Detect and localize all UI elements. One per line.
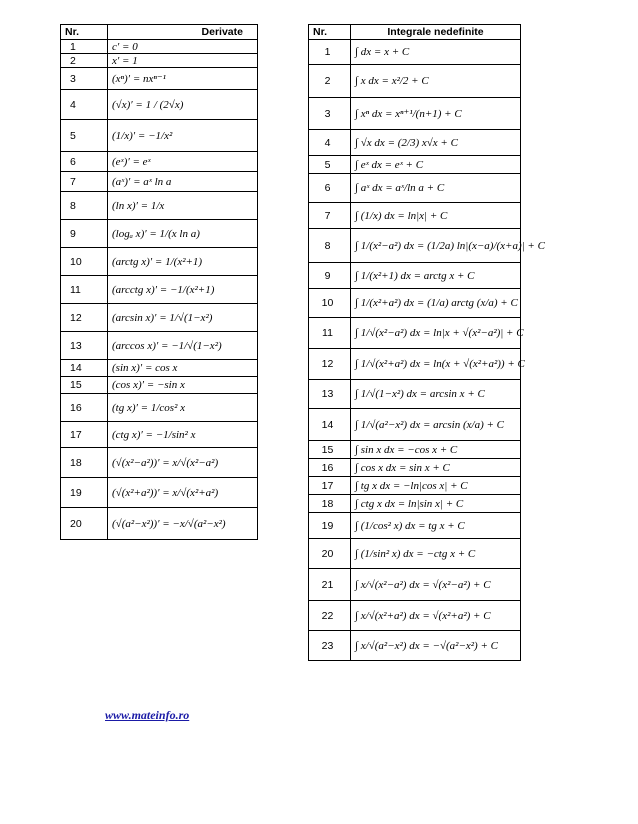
integral-formula: ∫ (1/x) dx = ln|x| + C xyxy=(351,203,521,229)
derivatives-row xyxy=(61,332,258,360)
integral-formula: ∫ 1/(x²+1) dx = arctg x + C xyxy=(351,263,521,289)
row-number: 8 xyxy=(309,229,351,263)
derivative-formula: x′ = 1 xyxy=(108,54,258,68)
derivatives-row xyxy=(61,508,258,540)
derivative-formula: (arctg x)′ = 1/(x²+1) xyxy=(108,248,258,276)
header-integrals-title: Integrale nedefinite xyxy=(351,25,521,40)
derivatives-row xyxy=(61,68,258,90)
derivatives-row xyxy=(61,377,258,394)
header-nr: Nr. xyxy=(309,25,351,40)
row-number: 15 xyxy=(61,377,108,394)
derivatives-row xyxy=(61,478,258,508)
derivative-formula: (xⁿ)′ = nxⁿ⁻¹ xyxy=(108,68,258,90)
row-number: 16 xyxy=(309,459,351,477)
row-number: 17 xyxy=(61,422,108,448)
integral-formula: ∫ tg x dx = −ln|cos x| + C xyxy=(351,477,521,495)
row-number: 10 xyxy=(61,248,108,276)
derivative-formula: c′ = 0 xyxy=(108,40,258,54)
derivatives-row xyxy=(61,40,258,54)
row-number: 11 xyxy=(309,318,351,349)
integral-formula: ∫ xⁿ dx = xⁿ⁺¹/(n+1) + C xyxy=(351,98,521,130)
row-number: 11 xyxy=(61,276,108,304)
row-number: 4 xyxy=(309,130,351,156)
row-number: 9 xyxy=(309,263,351,289)
row-number: 19 xyxy=(61,478,108,508)
row-number: 10 xyxy=(309,289,351,318)
row-number: 7 xyxy=(309,203,351,229)
integrals-row xyxy=(309,65,521,98)
integral-formula: ∫ 1/√(x²+a²) dx = ln(x + √(x²+a²)) + C xyxy=(351,349,521,380)
integrals-row xyxy=(309,569,521,601)
derivative-formula: (arccos x)′ = −1/√(1−x²) xyxy=(108,332,258,360)
integral-formula: ∫ eˣ dx = eˣ + C xyxy=(351,156,521,174)
integrals-row xyxy=(309,40,521,65)
derivatives-row xyxy=(61,172,258,192)
integral-formula: ∫ 1/√(x²−a²) dx = ln|x + √(x²−a²)| + C xyxy=(351,318,521,349)
integrals-row xyxy=(309,229,521,263)
integral-formula: ∫ 1/√(a²−x²) dx = arcsin (x/a) + C xyxy=(351,409,521,441)
derivative-formula: (sin x)′ = cos x xyxy=(108,360,258,377)
website-link[interactable]: www.mateinfo.ro xyxy=(105,708,190,722)
integrals-table xyxy=(308,24,545,661)
derivatives-row xyxy=(61,394,258,422)
row-number: 1 xyxy=(309,40,351,65)
row-number: 3 xyxy=(61,68,108,90)
row-number: 6 xyxy=(61,152,108,172)
row-number: 21 xyxy=(309,569,351,601)
row-number: 8 xyxy=(61,192,108,220)
integrals-row xyxy=(309,203,521,229)
row-number: 12 xyxy=(61,304,108,332)
integrals-row xyxy=(309,289,521,318)
derivatives-row xyxy=(61,422,258,448)
integral-formula: ∫ x/√(a²−x²) dx = −√(a²−x²) + C xyxy=(351,631,521,661)
derivative-formula: (aˣ)′ = aˣ ln a xyxy=(108,172,258,192)
derivatives-row xyxy=(61,304,258,332)
derivative-formula: (√x)′ = 1 / (2√x) xyxy=(108,90,258,120)
row-number: 1 xyxy=(61,40,108,54)
integrals-row xyxy=(309,601,521,631)
derivatives-row xyxy=(61,276,258,304)
derivatives-body xyxy=(61,40,258,540)
header-derivatives-title: Derivate xyxy=(108,25,258,40)
derivative-formula: (arcctg x)′ = −1/(x²+1) xyxy=(108,276,258,304)
row-number: 20 xyxy=(61,508,108,540)
row-number: 9 xyxy=(61,220,108,248)
row-number: 17 xyxy=(309,477,351,495)
derivative-formula: (ctg x)′ = −1/sin² x xyxy=(108,422,258,448)
integrals-row xyxy=(309,380,521,409)
derivative-formula: (eˣ)′ = eˣ xyxy=(108,152,258,172)
integral-formula: ∫ x dx = x²/2 + C xyxy=(351,65,521,98)
integrals-row xyxy=(309,318,521,349)
row-number: 2 xyxy=(61,54,108,68)
derivatives-row xyxy=(61,120,258,152)
row-number: 4 xyxy=(61,90,108,120)
integrals-row xyxy=(309,539,521,569)
integral-formula: ∫ x/√(x²−a²) dx = √(x²−a²) + C xyxy=(351,569,521,601)
integrals-row xyxy=(309,263,521,289)
row-number: 18 xyxy=(309,495,351,513)
derivative-formula: (1/x)′ = −1/x² xyxy=(108,120,258,152)
integral-formula: ∫ cos x dx = sin x + C xyxy=(351,459,521,477)
integral-formula: ∫ x/√(x²+a²) dx = √(x²+a²) + C xyxy=(351,601,521,631)
derivatives-row xyxy=(61,192,258,220)
derivatives-row xyxy=(61,448,258,478)
derivative-formula: (√(x²+a²))′ = x/√(x²+a²) xyxy=(108,478,258,508)
row-number: 6 xyxy=(309,174,351,203)
integral-formula: ∫ dx = x + C xyxy=(351,40,521,65)
integrals-row xyxy=(309,349,521,380)
integral-formula: ∫ √x dx = (2/3) x√x + C xyxy=(351,130,521,156)
derivative-formula: (√(x²−a²))′ = x/√(x²−a²) xyxy=(108,448,258,478)
derivative-formula: (cos x)′ = −sin x xyxy=(108,377,258,394)
row-number: 12 xyxy=(309,349,351,380)
integral-formula: ∫ ctg x dx = ln|sin x| + C xyxy=(351,495,521,513)
derivatives-table xyxy=(60,24,258,540)
derivatives-row xyxy=(61,54,258,68)
derivatives-row xyxy=(61,152,258,172)
derivative-formula: (tg x)′ = 1/cos² x xyxy=(108,394,258,422)
integrals-row xyxy=(309,174,521,203)
row-number: 5 xyxy=(61,120,108,152)
integral-formula: ∫ (1/cos² x) dx = tg x + C xyxy=(351,513,521,539)
row-number: 22 xyxy=(309,601,351,631)
integrals-row xyxy=(309,513,521,539)
derivative-formula: (arcsin x)′ = 1/√(1−x²) xyxy=(108,304,258,332)
row-number: 16 xyxy=(61,394,108,422)
integral-formula: ∫ aˣ dx = aˣ/ln a + C xyxy=(351,174,521,203)
row-number: 5 xyxy=(309,156,351,174)
derivative-formula: (ln x)′ = 1/x xyxy=(108,192,258,220)
row-number: 18 xyxy=(61,448,108,478)
integrals-row xyxy=(309,477,521,495)
integral-formula: ∫ 1/(x²+a²) dx = (1/a) arctg (x/a) + C xyxy=(351,289,521,318)
integrals-row xyxy=(309,156,521,174)
integral-formula: ∫ 1/(x²−a²) dx = (1/2a) ln|(x−a)/(x+a)| + C xyxy=(351,229,521,263)
integral-formula: ∫ 1/√(1−x²) dx = arcsin x + C xyxy=(351,380,521,409)
derivative-formula: (logₐ x)′ = 1/(x ln a) xyxy=(108,220,258,248)
integrals-row xyxy=(309,459,521,477)
integral-formula: ∫ sin x dx = −cos x + C xyxy=(351,441,521,459)
integrals-row xyxy=(309,98,521,130)
row-number: 13 xyxy=(61,332,108,360)
integrals-row xyxy=(309,409,521,441)
header-nr: Nr. xyxy=(61,25,108,40)
integrals-row xyxy=(309,130,521,156)
derivative-formula: (√(a²−x²))′ = −x/√(a²−x²) xyxy=(108,508,258,540)
derivatives-row xyxy=(61,220,258,248)
integrals-row xyxy=(309,631,521,661)
row-number: 14 xyxy=(309,409,351,441)
row-number: 13 xyxy=(309,380,351,409)
row-number: 19 xyxy=(309,513,351,539)
integrals-row xyxy=(309,495,521,513)
integral-formula: ∫ (1/sin² x) dx = −ctg x + C xyxy=(351,539,521,569)
derivatives-row xyxy=(61,248,258,276)
row-number: 2 xyxy=(309,65,351,98)
row-number: 20 xyxy=(309,539,351,569)
row-number: 7 xyxy=(61,172,108,192)
derivatives-row xyxy=(61,90,258,120)
row-number: 15 xyxy=(309,441,351,459)
derivatives-row xyxy=(61,360,258,377)
integrals-row xyxy=(309,441,521,459)
row-number: 23 xyxy=(309,631,351,661)
integrals-body xyxy=(309,40,545,661)
row-number: 14 xyxy=(61,360,108,377)
row-number: 3 xyxy=(309,98,351,130)
